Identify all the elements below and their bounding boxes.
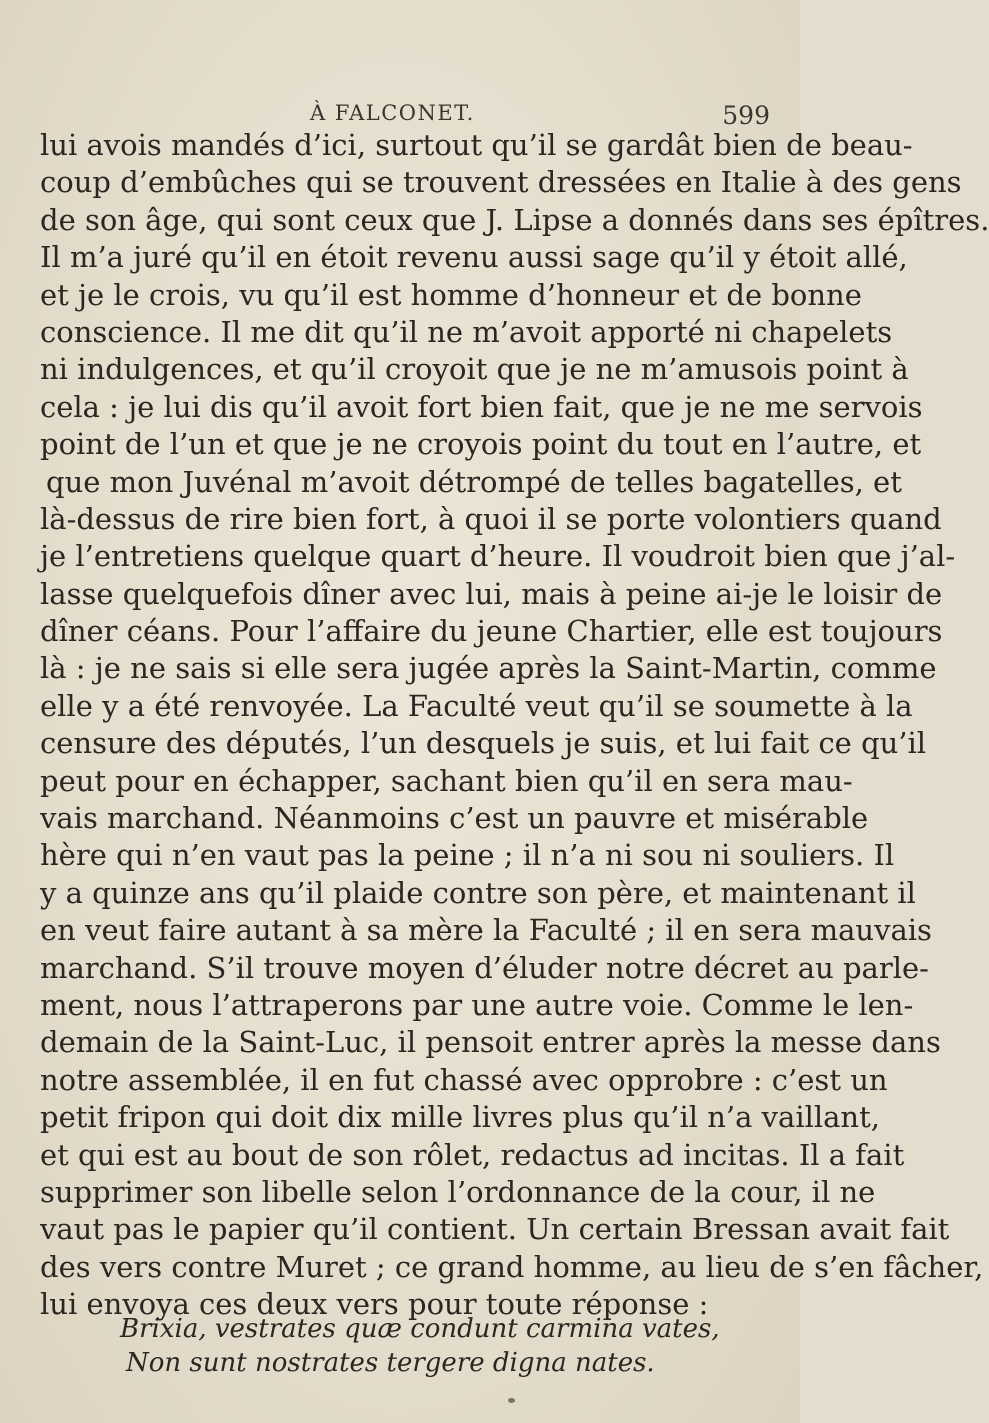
text-line: lui envoya ces deux vers pour toute réponse :: [40, 1287, 709, 1322]
text-line: dîner céans. Pour l’affaire du jeune Chartier, elle est toujours: [40, 614, 943, 649]
text-line: des vers contre Muret ; ce grand homme, au lieu de s’en fâcher,: [40, 1249, 984, 1284]
text-line: supprimer son libelle selon l’ordonnance de la cour, il ne: [40, 1174, 876, 1209]
text-line: ni indulgences, et qu’il croyoit que je ne m’amusois point à: [40, 352, 909, 387]
text-line: coup d’embûches qui se trouvent dressées en Italie à des gens: [40, 165, 962, 200]
text-line: je l’entretiens quelque quart d’heure. Il voudroit bien que j’al-: [40, 539, 956, 574]
verse-line: Non sunt nostrates tergere digna nates.: [126, 1348, 655, 1378]
text-line: censure des députés, l’un desquels je suis, et lui fait ce qu’il: [40, 726, 927, 761]
text-line: notre assemblée, il en fut chassé avec opprobre : c’est un: [40, 1062, 888, 1097]
text-line: que mon Juvénal m’avoit détrompé de telles bagatelles, et: [46, 464, 902, 499]
text-line: point de l’un et que je ne croyois point du tout en l’autre, et: [40, 427, 922, 462]
text-line: et je le crois, vu qu’il est homme d’honneur et de bonne: [40, 277, 862, 312]
text-line: y a quinze ans qu’il plaide contre son père, et maintenant il: [40, 875, 916, 910]
text-line: demain de la Saint-Luc, il pensoit entrer après la messe dans: [40, 1025, 941, 1060]
latin-verse: [120, 1312, 720, 1380]
text-line: là : je ne sais si elle sera jugée après la Saint-Martin, comme: [40, 651, 937, 686]
text-line: hère qui n’en vaut pas la peine ; il n’a ni sou ni souliers. Il: [40, 838, 895, 873]
text-line: peut pour en échapper, sachant bien qu’il en sera mau-: [40, 763, 853, 798]
text-line: en veut faire autant à sa mère la Faculté ; il en sera mauvais: [40, 913, 932, 948]
text-line: petit fripon qui doit dix mille livres plus qu’il n’a vaillant,: [40, 1100, 880, 1135]
verse-line: Brixia, vestrates quæ condunt carmina vates,: [120, 1314, 720, 1344]
body-text: [40, 127, 989, 1324]
page-number: 599: [722, 101, 770, 130]
text-line: cela : je lui dis qu’il avoit fort bien fait, que je ne me servois: [40, 389, 923, 424]
text-line: et qui est au bout de son rôlet, redactus ad incitas. Il a fait: [40, 1137, 905, 1172]
text-line: lasse quelquefois dîner avec lui, mais à peine ai-je le loisir de: [40, 576, 943, 611]
text-line: elle y a été renvoyée. La Faculté veut qu’il se soumette à la: [40, 688, 913, 723]
text-line: marchand. S’il trouve moyen d’éluder notre décret au parle-: [40, 950, 929, 985]
text-line: vais marchand. Néanmoins c’est un pauvre et misérable: [40, 801, 869, 836]
text-line: conscience. Il me dit qu’il ne m’avoit apporté ni chapelets: [40, 314, 893, 349]
text-line: là-dessus de rire bien fort, à quoi il se porte volontiers quand: [40, 501, 942, 536]
text-line: lui avois mandés d’ici, surtout qu’il se gardât bien de beau-: [40, 128, 913, 162]
text-line: Il m’a juré qu’il en étoit revenu aussi sage qu’il y étoit allé,: [40, 240, 908, 275]
running-title: À FALCONET.: [310, 101, 475, 125]
text-line: de son âge, qui sont ceux que J. Lipse a donnés dans ses épîtres.: [40, 202, 989, 237]
text-line: ment, nous l’attraperons par une autre voie. Comme le len-: [40, 987, 914, 1022]
text-line: vaut pas le papier qu’il contient. Un certain Bressan avait fait: [40, 1212, 950, 1247]
paper-speck: [508, 1398, 515, 1403]
